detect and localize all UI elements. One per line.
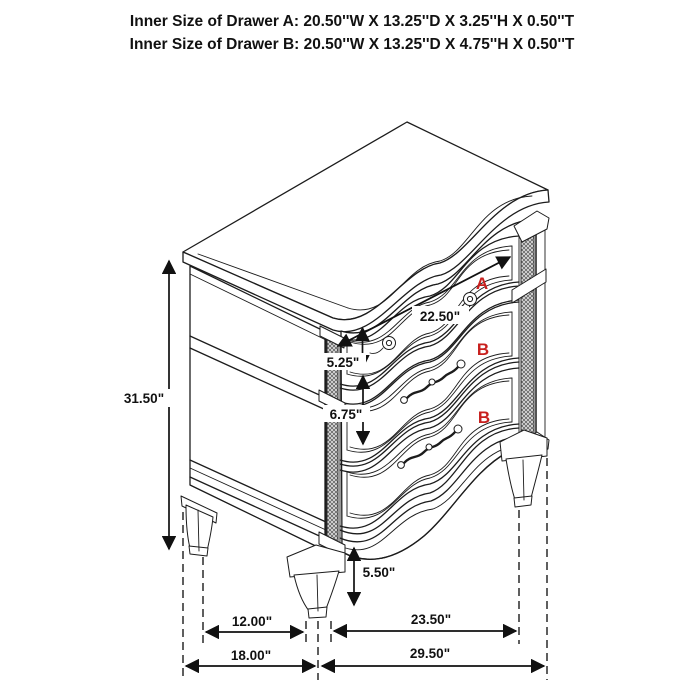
dim-drawer-a-height: 5.25" xyxy=(326,355,360,370)
dim-leg-height: 5.50" xyxy=(362,565,396,580)
drawer-b-middle-label: B xyxy=(476,340,490,359)
dim-side-leg-spacing: 12.00" xyxy=(231,614,273,629)
header xyxy=(130,13,575,53)
drawer-b-bottom-label: B xyxy=(477,408,491,427)
dim-drawer-width: 22.50" xyxy=(419,309,461,324)
dim-overall-width: 29.50" xyxy=(409,646,451,661)
leg-back-left xyxy=(181,496,217,556)
dim-drawer-b-height: 6.75" xyxy=(329,407,363,422)
leg-front-left xyxy=(287,545,345,618)
drawer-a-label: A xyxy=(475,274,489,293)
header-drawer-b-size: Inner Size of Drawer B: 20.50''W X 13.25''D X 4.75''H X 0.50''T xyxy=(129,36,575,53)
dim-overall-height: 31.50" xyxy=(123,391,165,406)
dim-front-leg-spacing: 23.50" xyxy=(410,612,452,627)
header-drawer-a-size: Inner Size of Drawer A: 20.50''W X 13.25''D X 3.25''H X 0.50''T xyxy=(129,13,575,30)
leg-front-right xyxy=(500,430,547,507)
dim-overall-depth: 18.00" xyxy=(230,648,272,663)
